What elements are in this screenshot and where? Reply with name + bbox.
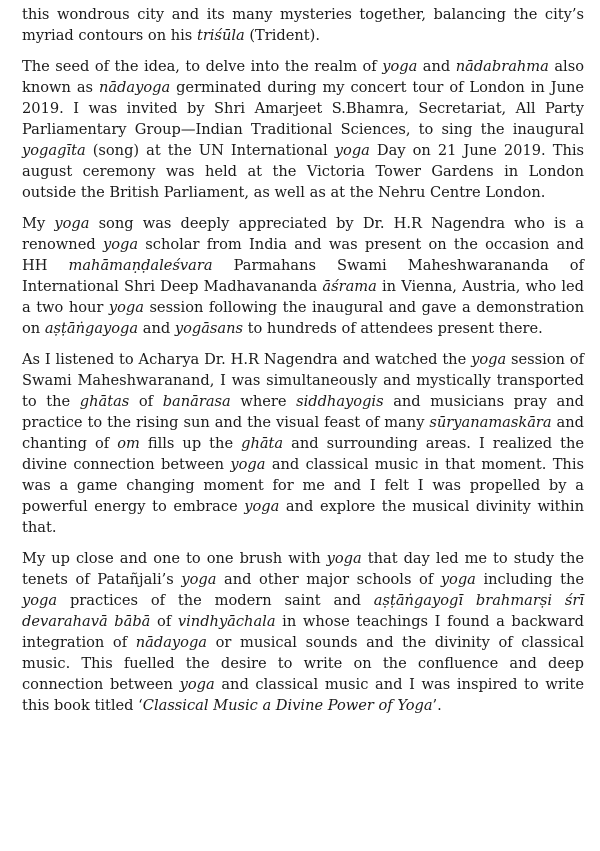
italic-term: yoga <box>54 215 90 232</box>
italic-term: banārasa <box>162 393 231 410</box>
text-run: and chanting of <box>22 414 584 452</box>
italic-term: siddhayogis <box>296 393 384 410</box>
text-run: Day on 21 June 2019. This august ceremony was held at the Victoria Tower Gardens in London outside the British Parliament, as well as at the Nehru Centre London. <box>22 142 584 201</box>
text-run: ’. <box>432 697 442 714</box>
text-run: As I listened to Acharya Dr. H.R Nagendra and watched the <box>22 351 472 368</box>
text-run: and <box>417 58 456 75</box>
text-run: The seed of the idea, to delve into the realm of <box>22 58 383 75</box>
italic-term: yoga <box>22 592 58 609</box>
paragraph-4 <box>22 349 584 538</box>
italic-term: nādayoga <box>98 79 171 96</box>
text-run: in Vienna, Austria, who led a two hour <box>22 278 584 316</box>
italic-term: yoga <box>471 351 507 368</box>
text-run: scholar from India and was present on the occasion and HH <box>22 236 584 274</box>
text-run: and other major schools of <box>216 571 441 588</box>
italic-term: ghātas <box>79 393 130 410</box>
text-run: also known as <box>22 58 584 96</box>
italic-term: yoga <box>179 676 215 693</box>
text-run: and <box>138 320 175 337</box>
italic-term: yoga <box>326 550 362 567</box>
italic-term: yoga <box>108 299 144 316</box>
italic-term: āśrama <box>322 278 377 295</box>
paragraph-3 <box>22 213 584 339</box>
text-run: germinated during my concert tour of London in June 2019. I was invited by Shri Amarjeet S.Bhamra, Secretariat, All Party Parliamentary Group—Indian Traditional Sciences, to sing the inaugural <box>22 79 585 138</box>
italic-term: om <box>117 435 140 452</box>
document-page <box>22 4 584 726</box>
text-run: fills up the <box>139 435 242 452</box>
italic-term: nādabrahma <box>455 58 549 75</box>
text-run: this wondrous city and its many mysteries together, balancing the city’s myriad contours on his <box>22 6 584 44</box>
italic-term: yogāsans <box>174 320 243 337</box>
text-run: and classical music in that moment. This was a game changing moment for me and I felt I was propelled by a powerful energy to embrace <box>22 456 584 515</box>
italic-term: aṣṭāṅgayogī brahmarṣi śrī devarahavā bābā <box>22 592 584 630</box>
text-run: My <box>22 215 55 232</box>
italic-term: yoga <box>181 571 217 588</box>
text-run: and musicians pray and practice to the rising sun and the visual feast of many <box>22 393 584 431</box>
text-run: to hundreds of attendees present there. <box>243 320 543 337</box>
text-run: My up close and one to one brush with <box>22 550 327 567</box>
text-run: song was deeply appreciated by Dr. H.R Nagendra who is a renowned <box>22 215 585 253</box>
italic-term: yoga <box>334 142 370 159</box>
italic-term: yoga <box>244 498 280 515</box>
italic-term: sūryanamaskāra <box>429 414 552 431</box>
italic-term: aṣṭāṅgayoga <box>44 320 139 337</box>
text-run: session following the inaugural and gave a demonstration on <box>22 299 584 337</box>
italic-term: vindhyāchala <box>177 613 276 630</box>
paragraph-2 <box>22 56 584 203</box>
text-run: and classical music and I was inspired to write this book titled ‘ <box>22 676 584 714</box>
text-run: (Trident). <box>244 27 321 44</box>
text-run: of <box>129 393 163 410</box>
italic-term: Classical Music a Divine Power of Yoga <box>142 697 433 714</box>
text-run: session of Swami Maheshwaranand, I was simultaneously and mystically transported to the <box>22 351 584 410</box>
italic-term: yoga <box>102 236 139 253</box>
paragraph-1 <box>22 4 584 46</box>
text-run: where <box>230 393 297 410</box>
italic-term: nādayoga <box>135 634 207 651</box>
text-run: of <box>150 613 178 630</box>
text-run: or musical sounds and the divinity of classical music. This fuelled the desire to write on the confluence and deep connection between <box>22 634 584 693</box>
text-run: practices of the modern saint and <box>57 592 374 609</box>
italic-term: yoga <box>230 456 266 473</box>
italic-term: yoga <box>440 571 476 588</box>
italic-term: triśūla <box>196 27 245 44</box>
text-run: that day led me to study the tenets of Patañjali’s <box>22 550 584 588</box>
italic-term: ghāta <box>241 435 284 452</box>
text-run: and surrounding areas. I realized the divine connection between <box>22 435 584 473</box>
text-run: Parmahans Swami Maheshwarananda of International Shri Deep Madhavananda <box>22 257 584 295</box>
text-run: in whose teachings I found a backward integration of <box>22 613 584 651</box>
paragraph-5 <box>22 548 584 716</box>
text-run: and explore the musical divinity within that. <box>22 498 584 536</box>
italic-term: yogagīta <box>22 142 86 159</box>
text-run: including the <box>475 571 585 588</box>
italic-term: yoga <box>382 58 418 75</box>
text-run: (song) at the UN International <box>85 142 335 159</box>
italic-term: mahāmaṇḍaleśvara <box>68 257 213 274</box>
